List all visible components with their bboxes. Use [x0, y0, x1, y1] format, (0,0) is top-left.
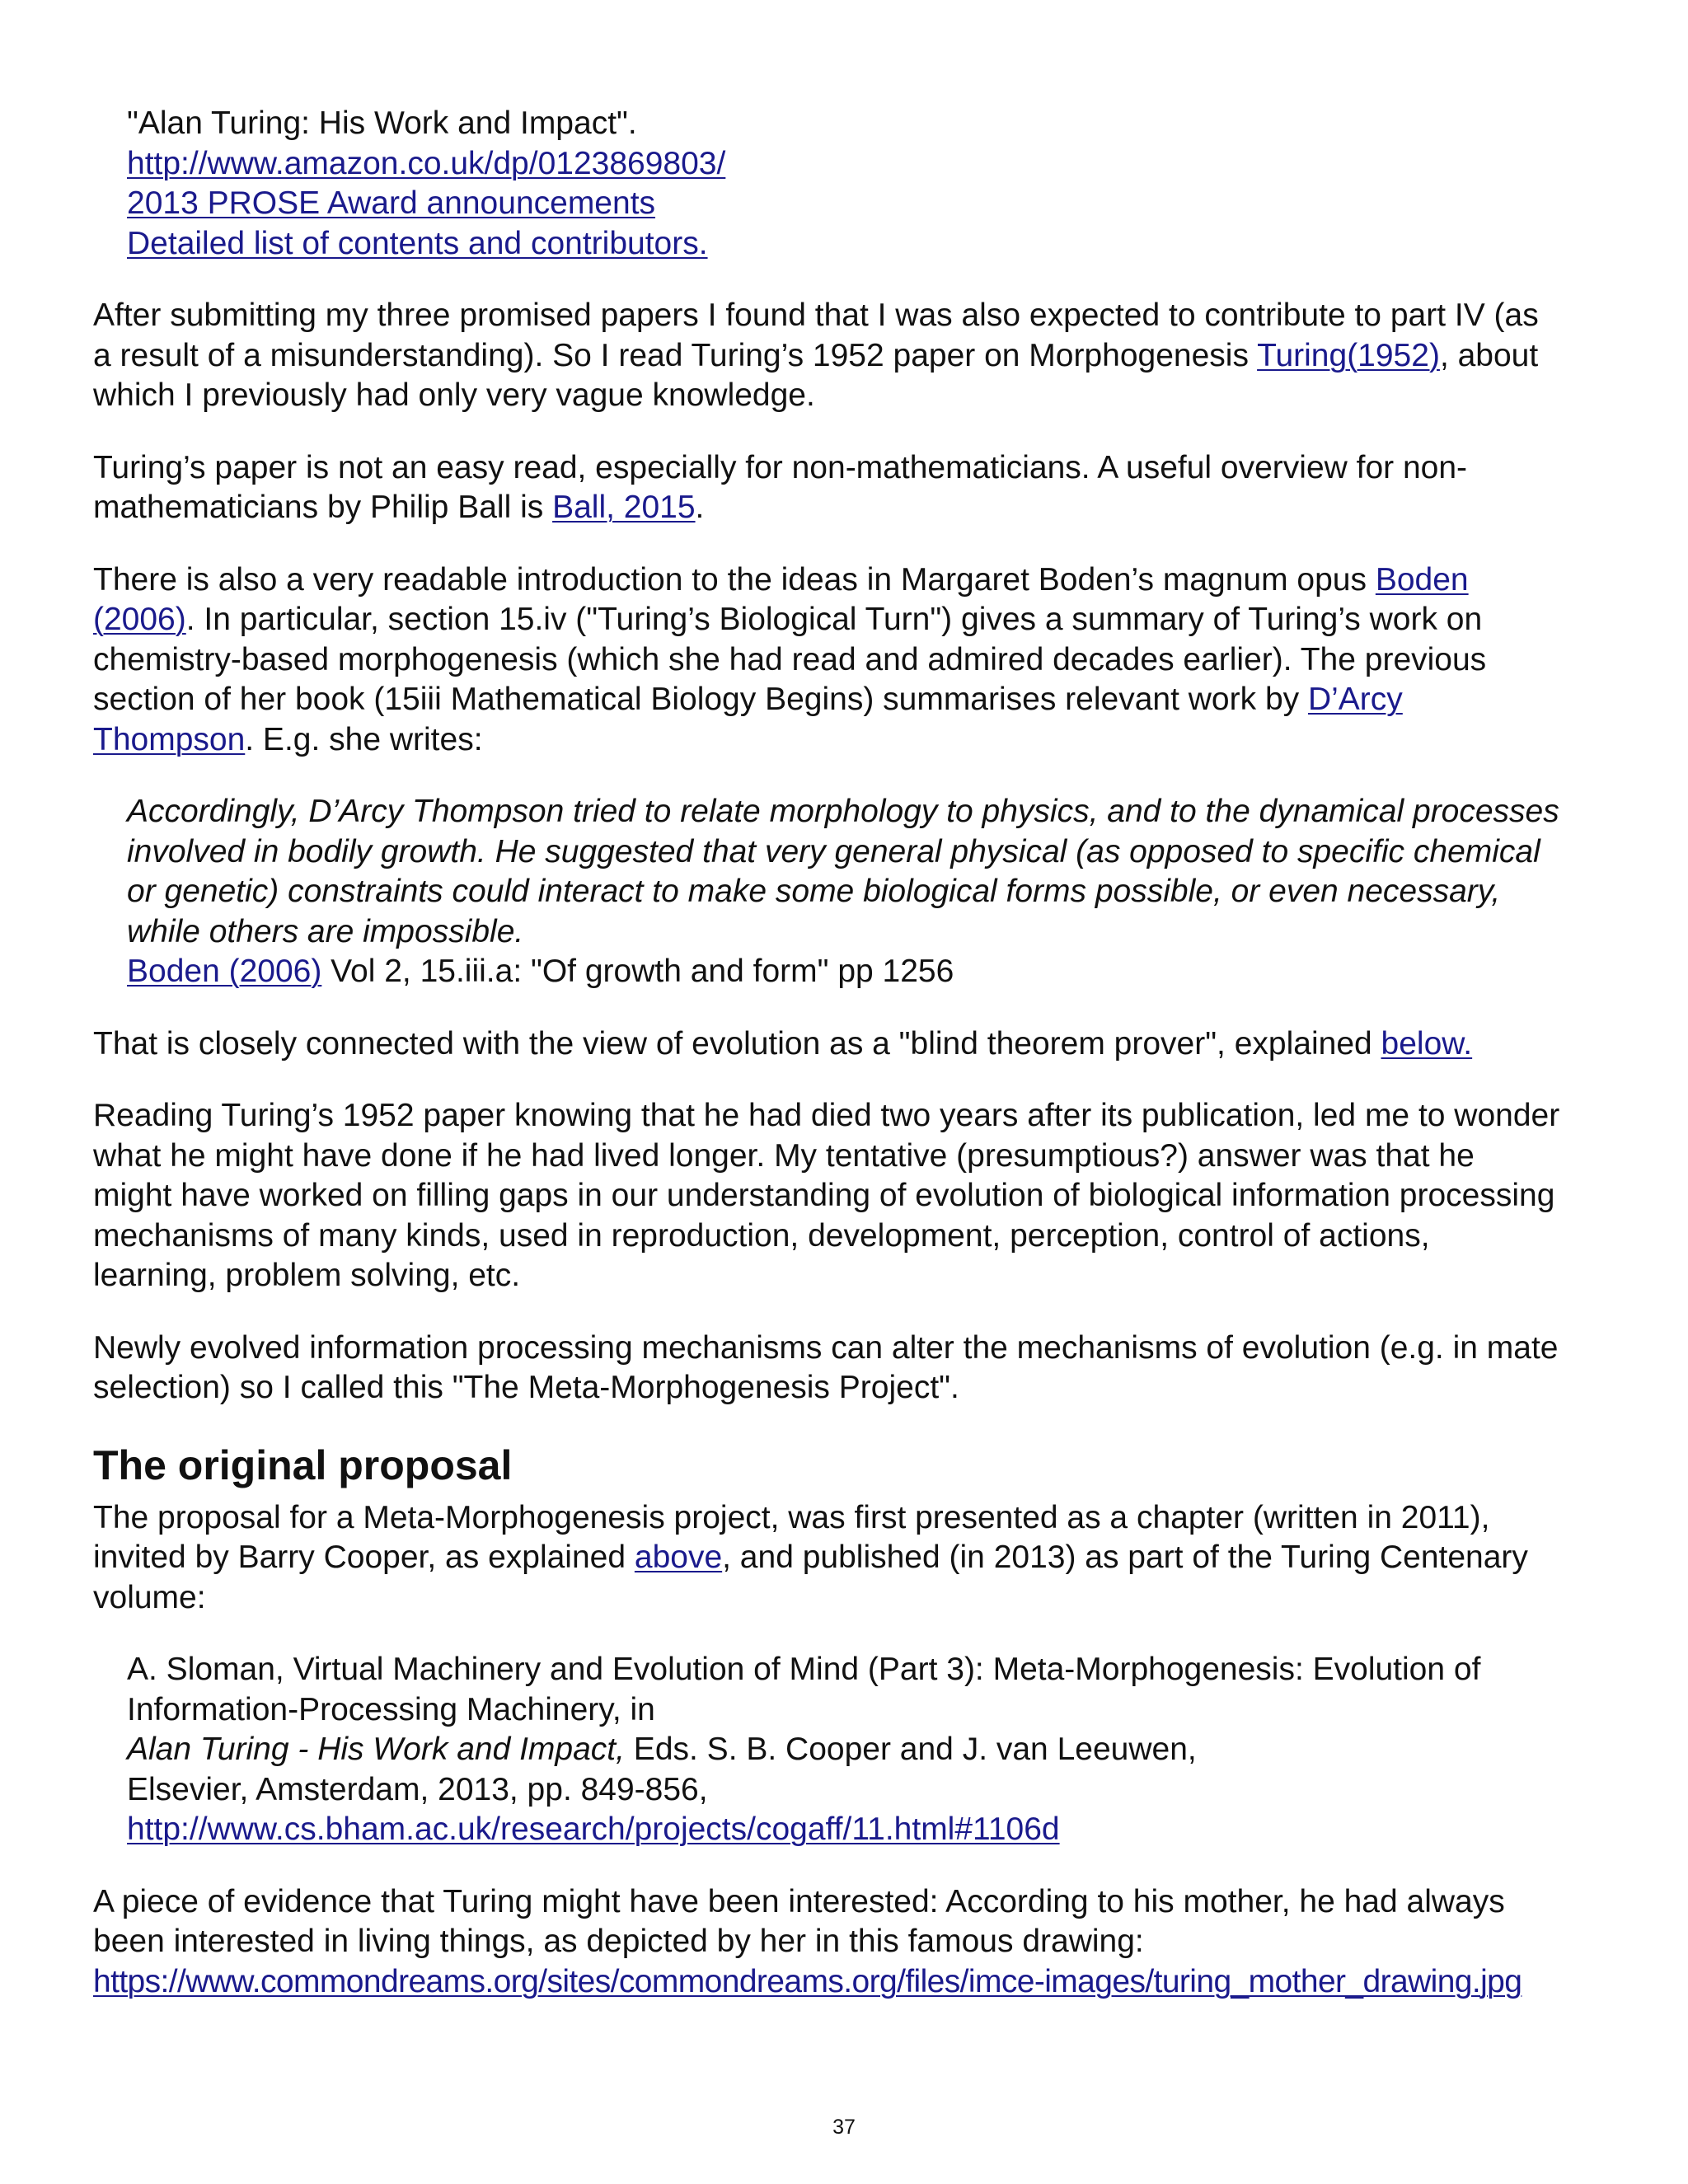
- paragraph-morphogenesis: After submitting my three promised papers I found that I was also expected to contribute to part IV (as a result of a misunderstanding). So I read Turing’s 1952 paper on Morphogenesis Turing(1952), about which I previously had only very vague knowledge.: [93, 298, 1539, 413]
- quote-citation: Boden (2006) Vol 2, 15.iii.a: "Of growth and form" pp 1256: [127, 954, 954, 989]
- boden-2006-link[interactable]: Boden (2006): [93, 561, 1469, 637]
- below-link[interactable]: below.: [1381, 1025, 1473, 1062]
- darcy-thompson-link[interactable]: D’Arcy Thompson: [93, 682, 1403, 757]
- page-number: 37: [832, 2116, 856, 2139]
- paragraph-blind-theorem-prover: That is closely connected with the view of evolution as a "blind theorem prover", explained below.: [93, 1025, 1473, 1062]
- reference-title: "Alan Turing: His Work and Impact".: [127, 105, 637, 141]
- prose-award-link[interactable]: 2013 PROSE Award announcements: [127, 185, 656, 221]
- document-page: [93, 104, 1560, 2034]
- paragraph-evidence: A piece of evidence that Turing might have been interested: According to his mother, he had always been interested in living things, as depicted by her in this famous drawing: https://www.commondreams.org/sites/commondreams.org/files/imce-images/turing_mother_drawing.jpg: [93, 1883, 1522, 1999]
- contents-link[interactable]: Detailed list of contents and contributors.: [127, 225, 708, 261]
- chapter-citation: [93, 1650, 1560, 1850]
- top-reference: [93, 104, 1560, 264]
- cogaff-link[interactable]: http://www.cs.bham.ac.uk/research/projects/cogaff/11.html#1106d: [127, 1811, 1060, 1847]
- citation-book-title: Alan Turing - His Work and Impact,: [127, 1732, 625, 1767]
- paragraph-proposal: The proposal for a Meta-Morphogenesis project, was first presented as a chapter (written in 2011), invited by Barry Cooper, as explained above, and published (in 2013) as part of the Turing Centenary volume:: [93, 1499, 1528, 1615]
- paragraph-meta-morphogenesis: Newly evolved information processing mechanisms can alter the mechanisms of evolution (e.g. in mate selection) so I called this "The Meta-Morphogenesis Project".: [93, 1329, 1559, 1405]
- paragraph-boden: There is also a very readable introduction to the ideas in Margaret Boden’s magnum opus Boden (2006). In particular, section 15.iv ("Turing’s Biological Turn") gives a summary of Turing’s work on chemistry-based morphogenesis (which she had read and admired decades earlier). The previous section of her book (15iii Mathematical Biology Begins) summarises relevant work by D’Arcy Thompson. E.g. she writes:: [93, 561, 1487, 757]
- block-quote: [93, 792, 1560, 992]
- citation-authors: A. Sloman, Virtual Machinery and Evolution of Mind (Part 3): Meta-Morphogenesis: Evolution of Information-Processing Machinery, in: [127, 1652, 1481, 1727]
- paragraph-reading-turing: Reading Turing’s 1952 paper knowing that he had died two years after its publication, led me to wonder what he might have done if he had lived longer. My tentative (presumptious?) answer was that he might have worked on filling gaps in our understanding of evolution of biological information processing mechanisms of many kinds, used in reproduction, development, perception, control of actions, learning, problem solving, etc.: [93, 1098, 1560, 1293]
- amazon-link[interactable]: http://www.amazon.co.uk/dp/0123869803/: [127, 145, 726, 181]
- citation-publisher: Elsevier, Amsterdam, 2013, pp. 849-856,: [127, 1771, 708, 1807]
- turing-drawing-link[interactable]: https://www.commondreams.org/sites/commondreams.org/files/imce-images/turing_mother_drawing.jpg: [93, 1963, 1522, 1999]
- turing-1952-link[interactable]: Turing(1952): [1257, 337, 1440, 373]
- quote-text: Accordingly, D’Arcy Thompson tried to relate morphology to physics, and to the dynamical processes involved in bodily growth. He suggested that very general physical (as opposed to specific chemical or genetic) constraints could interact to make some biological forms possible, or even necessary, while others are impossible.: [127, 794, 1559, 949]
- ball-2015-link[interactable]: Ball, 2015: [552, 490, 696, 525]
- section-heading: The original proposal: [93, 1441, 513, 1488]
- citation-book: Alan Turing - His Work and Impact, Eds. S. B. Cooper and J. van Leeuwen,: [127, 1732, 1197, 1767]
- above-link[interactable]: above: [634, 1540, 723, 1575]
- boden-2006-cite-link[interactable]: Boden (2006): [127, 954, 322, 989]
- paragraph-ball: Turing’s paper is not an easy read, especially for non-mathematicians. A useful overview for non-mathematicians by Philip Ball is Ball, 2015.: [93, 449, 1468, 525]
